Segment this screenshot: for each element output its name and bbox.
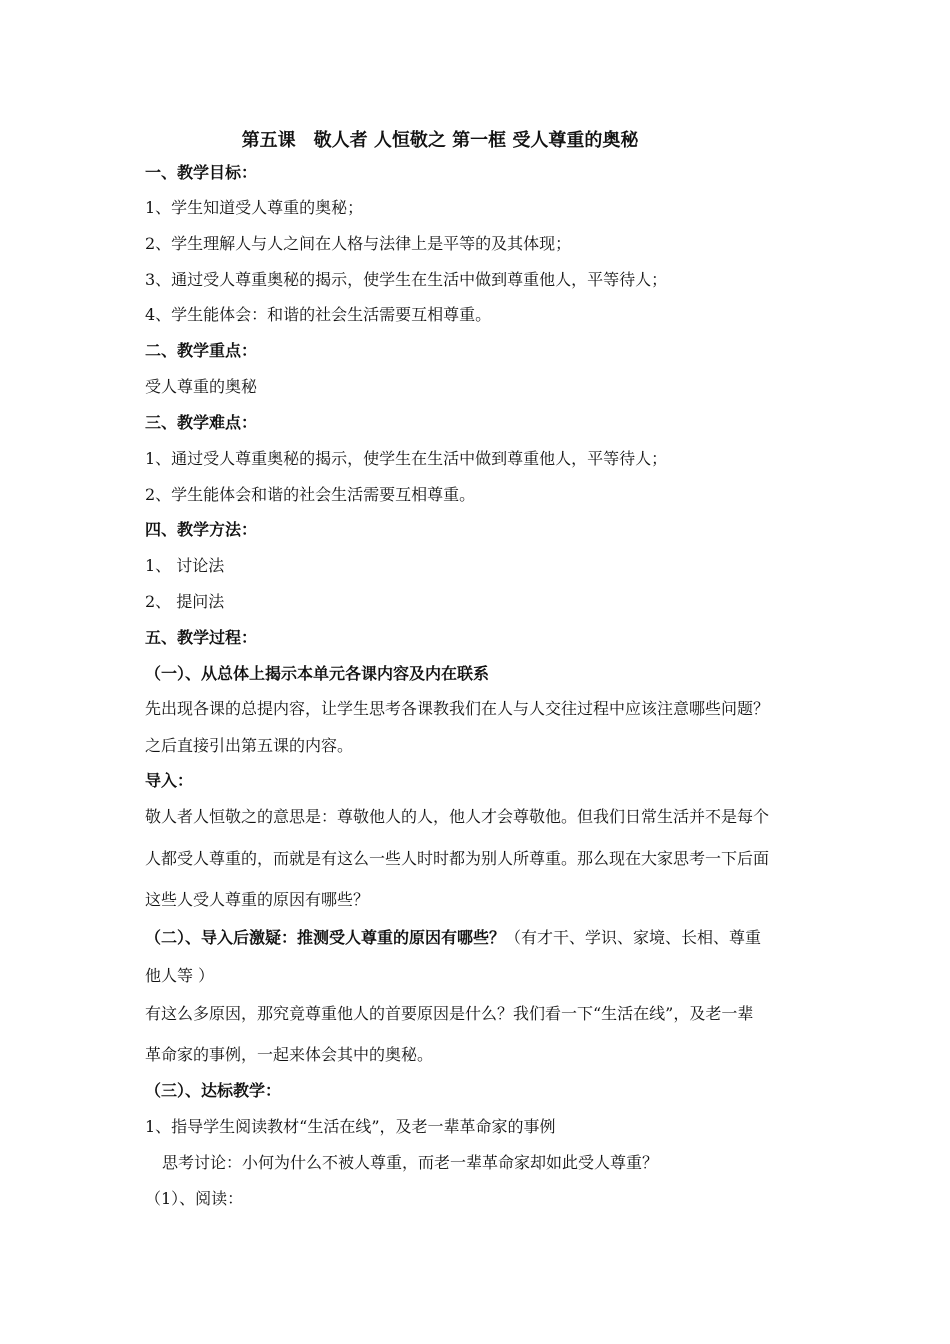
paragraph: 2、 提问法 <box>145 592 225 611</box>
section-heading: 四、教学方法： <box>145 520 258 539</box>
paragraph: 3、通过受人尊重奥秘的揭示，使学生在生活中做到尊重他人，平等待人； <box>145 270 668 289</box>
paragraph: 革命家的事例，一起来体会其中的奥秘。 <box>145 1045 434 1064</box>
sub-heading: （三）、达标教学： <box>145 1081 282 1100</box>
paragraph: 之后直接引出第五课的内容。 <box>145 736 354 755</box>
section-heading: 三、教学难点： <box>145 413 258 432</box>
paragraph: 人都受人尊重的，而就是有这么一些人时时都为别人所尊重。那么现在大家思考一下后面 <box>145 849 770 868</box>
paragraph: 1、通过受人尊重奥秘的揭示，使学生在生活中做到尊重他人，平等待人； <box>145 449 668 468</box>
sub-heading: （一）、从总体上揭示本单元各课内容及内在联系 <box>145 664 490 683</box>
paragraph-line <box>145 928 761 948</box>
paragraph: 4、学生能体会：和谐的社会生活需要互相尊重。 <box>145 305 492 324</box>
paragraph: 受人尊重的奥秘 <box>145 377 258 396</box>
sub-heading: （二）、导入后激疑：推测受人尊重的原因有哪些？ <box>145 928 506 947</box>
paragraph: 先出现各课的总提内容，让学生思考各课教我们在人与人交往过程中应该注意哪些问题？ <box>145 699 770 718</box>
page-title: 第五课 敬人者 人恒敬之 第一框 受人尊重的奥秘 <box>241 130 639 151</box>
section-heading: 一、教学目标： <box>145 163 258 182</box>
paragraph: 2、学生能体会和谐的社会生活需要互相尊重。 <box>145 485 476 504</box>
paragraph: 思考讨论：小何为什么不被人尊重，而老一辈革命家却如此受人尊重？ <box>162 1153 659 1172</box>
paragraph: （1）、阅读： <box>145 1189 244 1208</box>
paragraph: 1、学生知道受人尊重的奥秘； <box>145 198 364 217</box>
sub-heading: 导入： <box>145 771 194 790</box>
paragraph: 2、学生理解人与人之间在人格与法律上是平等的及其体现； <box>145 234 572 253</box>
paragraph: 敬人者人恒敬之的意思是：尊敬他人的人，他人才会尊敬他。但我们日常生活并不是每个 <box>145 807 770 826</box>
paragraph: 1、指导学生阅读教材“生活在线”，及老一辈革命家的事例 <box>145 1117 556 1136</box>
section-heading: 二、教学重点： <box>145 341 258 360</box>
paragraph: 有这么多原因，那究竟尊重他人的首要原因是什么？我们看一下“生活在线”，及老一辈 <box>145 1004 754 1023</box>
section-heading: 五、教学过程： <box>145 628 258 647</box>
paragraph: 他人等 ） <box>145 966 215 985</box>
paragraph: 1、 讨论法 <box>145 556 225 575</box>
paragraph: 这些人受人尊重的原因有哪些？ <box>145 890 370 909</box>
parenthetical-note: （有才干、学识、家境、长相、尊重 <box>505 928 762 947</box>
